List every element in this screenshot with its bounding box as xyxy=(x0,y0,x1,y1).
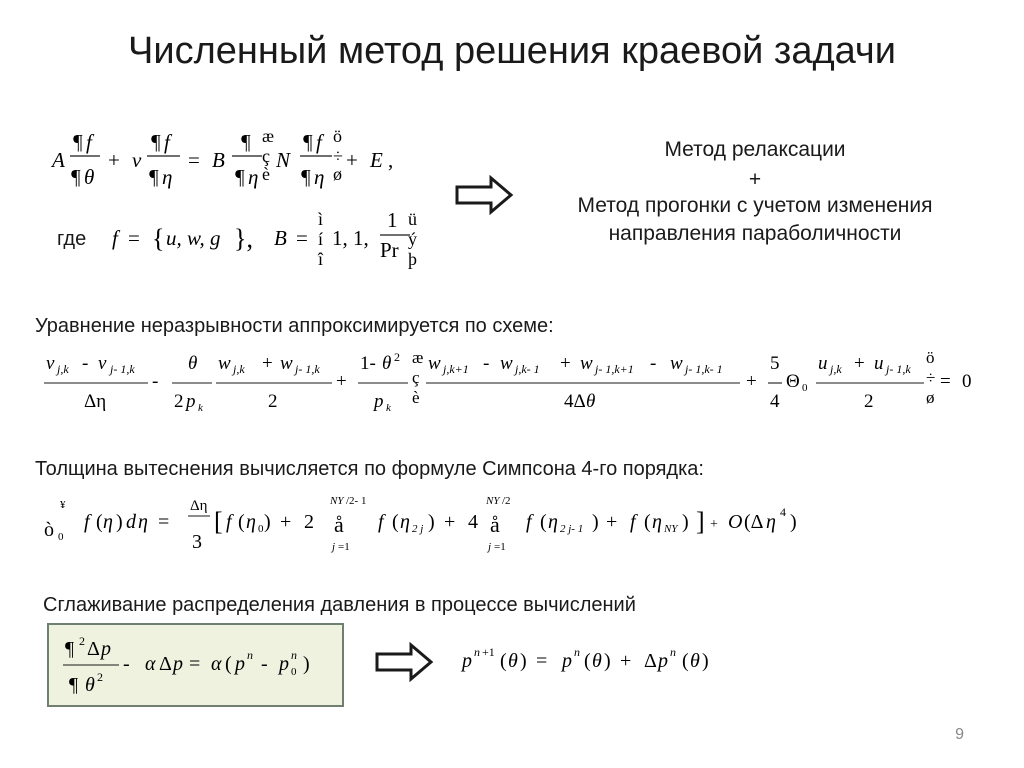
main-pde-formula xyxy=(50,120,420,200)
implies-arrow-icon xyxy=(455,175,515,215)
svg-text:k: k xyxy=(386,402,391,414)
svg-text:p: p xyxy=(374,391,384,412)
svg-text:η: η xyxy=(766,511,776,533)
svg-text:): ) xyxy=(116,511,123,533)
svg-text:/2- 1: /2- 1 xyxy=(346,495,367,507)
svg-text:¶: ¶ xyxy=(150,130,161,154)
svg-text:0: 0 xyxy=(258,523,264,535)
svg-text:¶: ¶ xyxy=(300,165,311,189)
smoothing-caption: Сглаживание распределения давления в процессе вычислений xyxy=(43,594,636,616)
svg-text:ò: ò xyxy=(44,519,54,541)
svg-text:j- 1,k+1: j- 1,k+1 xyxy=(595,362,634,376)
methods-block xyxy=(525,138,985,246)
svg-text:+: + xyxy=(262,353,273,374)
svg-text:p: p xyxy=(462,650,472,672)
svg-text:): ) xyxy=(520,650,527,672)
svg-text:+: + xyxy=(854,353,865,374)
svg-text:(: ( xyxy=(584,650,591,672)
svg-text:w: w xyxy=(670,353,683,374)
svg-text:2: 2 xyxy=(268,391,278,412)
svg-text:j,k- 1: j,k- 1 xyxy=(515,362,540,376)
svg-text:2: 2 xyxy=(174,391,184,412)
svg-text:u: u xyxy=(818,353,828,374)
svg-text:4: 4 xyxy=(780,505,786,519)
svg-text:]: ] xyxy=(696,507,705,536)
svg-text:è: è xyxy=(412,388,420,407)
svg-text:¶: ¶ xyxy=(240,130,251,154)
svg-text:¥: ¥ xyxy=(60,499,66,511)
svg-text:j- 1,k: j- 1,k xyxy=(295,362,320,376)
svg-text:(: ( xyxy=(96,511,103,533)
svg-text:1: 1 xyxy=(387,208,398,232)
svg-text:Δ: Δ xyxy=(159,653,172,675)
svg-text:η: η xyxy=(246,511,256,533)
svg-text:è: è xyxy=(262,164,270,184)
svg-text:η: η xyxy=(248,165,259,189)
svg-text:v: v xyxy=(46,353,55,374)
svg-text:j,k: j,k xyxy=(830,362,842,376)
svg-text:w: w xyxy=(428,353,441,374)
svg-text:Δ: Δ xyxy=(87,638,100,660)
svg-text:=: = xyxy=(128,226,140,250)
svg-text:+: + xyxy=(280,511,292,533)
svg-text:2 j: 2 j xyxy=(412,523,424,535)
svg-text:w: w xyxy=(280,353,293,374)
svg-text:θ: θ xyxy=(382,353,392,374)
svg-text:=1: =1 xyxy=(494,541,506,553)
svg-text:): ) xyxy=(682,511,689,533)
svg-text:η: η xyxy=(548,511,558,533)
svg-text:+: + xyxy=(710,517,718,532)
svg-text:θ: θ xyxy=(84,165,95,189)
svg-text:p: p xyxy=(279,653,289,675)
svg-text:k: k xyxy=(198,402,203,414)
svg-text:0: 0 xyxy=(58,531,64,543)
svg-text:2: 2 xyxy=(97,670,103,684)
svg-text:n: n xyxy=(574,645,580,659)
svg-text:j- 1,k- 1: j- 1,k- 1 xyxy=(685,362,723,376)
svg-text:n: n xyxy=(247,648,253,662)
svg-text:2: 2 xyxy=(79,634,85,648)
svg-text:÷: ÷ xyxy=(926,368,936,387)
svg-text:+: + xyxy=(444,511,456,533)
svg-text:î: î xyxy=(318,249,324,269)
simpson-caption: Толщина вытеснения вычисляется по формуле Симпсона 4-го порядка: xyxy=(35,458,704,480)
svg-text:f: f xyxy=(164,130,170,154)
svg-text:=: = xyxy=(158,511,170,533)
svg-text:j,k: j,k xyxy=(233,362,245,376)
svg-text:j: j xyxy=(488,541,492,553)
svg-text:},: }, xyxy=(234,224,253,253)
svg-text:+1: +1 xyxy=(482,645,495,659)
svg-text:A: A xyxy=(52,148,65,172)
svg-text:f: f xyxy=(112,226,118,250)
svg-text:p: p xyxy=(235,653,245,675)
svg-text:{: { xyxy=(152,224,165,253)
method-relaxation: Метод релаксации xyxy=(664,138,846,161)
svg-text:1-: 1- xyxy=(360,353,376,374)
svg-text:η: η xyxy=(314,165,325,189)
page-number: 9 xyxy=(955,726,964,743)
svg-text:5: 5 xyxy=(770,353,780,374)
svg-text:): ) xyxy=(264,511,271,533)
svg-text:+: + xyxy=(606,511,618,533)
svg-text:-: - xyxy=(261,653,268,675)
svg-text:p: p xyxy=(101,638,111,660)
svg-text:-: - xyxy=(650,353,657,374)
simpson-formula xyxy=(40,490,830,560)
svg-text:å: å xyxy=(490,512,500,537)
svg-text:N: N xyxy=(276,148,291,172)
where-label: где xyxy=(57,228,87,250)
svg-text:p: p xyxy=(186,391,196,412)
svg-text:ö: ö xyxy=(333,126,342,146)
svg-text:/2: /2 xyxy=(502,495,511,507)
svg-text:j: j xyxy=(332,541,336,553)
svg-text:=1: =1 xyxy=(338,541,350,553)
svg-text:÷: ÷ xyxy=(333,146,343,166)
svg-text:NY: NY xyxy=(664,523,678,535)
svg-text:Pr: Pr xyxy=(380,238,399,262)
svg-text:-: - xyxy=(152,371,159,392)
svg-text:p: p xyxy=(562,650,572,672)
svg-text:α: α xyxy=(145,653,156,675)
svg-text:(: ( xyxy=(392,511,399,533)
svg-text:η: η xyxy=(162,165,173,189)
svg-text:f: f xyxy=(86,130,92,154)
svg-text:θ: θ xyxy=(85,674,95,696)
svg-text:η: η xyxy=(138,511,148,533)
svg-text:w: w xyxy=(500,353,513,374)
svg-text:2: 2 xyxy=(864,391,874,412)
svg-text:f: f xyxy=(226,511,232,533)
svg-text:): ) xyxy=(790,511,797,533)
svg-text:(: ( xyxy=(644,511,651,533)
svg-text:2: 2 xyxy=(304,511,314,533)
svg-text:ö: ö xyxy=(926,348,935,367)
svg-text:ü: ü xyxy=(408,209,417,229)
svg-text:-: - xyxy=(82,353,89,374)
method-plus: + xyxy=(748,168,762,191)
svg-text:0: 0 xyxy=(802,382,808,394)
svg-text:(: ( xyxy=(682,650,689,672)
svg-text:0: 0 xyxy=(291,666,297,678)
svg-text:(Δ: (Δ xyxy=(744,511,764,533)
svg-text:(: ( xyxy=(225,653,232,675)
svg-text:¶: ¶ xyxy=(72,130,83,154)
method-sweep-line2: направления параболичности xyxy=(608,222,902,245)
svg-text:θ: θ xyxy=(690,650,700,672)
svg-text:=: = xyxy=(536,650,548,672)
svg-text:B: B xyxy=(212,148,225,172)
svg-text:Δη: Δη xyxy=(84,391,107,412)
svg-text:Δη: Δη xyxy=(190,498,208,514)
svg-text:=: = xyxy=(296,226,308,250)
svg-text:f: f xyxy=(378,511,384,533)
where-formula xyxy=(110,205,440,280)
svg-text:(: ( xyxy=(238,511,245,533)
svg-text:+: + xyxy=(560,353,571,374)
svg-text:η: η xyxy=(103,511,113,533)
svg-text:E: E xyxy=(370,148,383,172)
svg-text:B: B xyxy=(274,226,287,250)
svg-text:w: w xyxy=(218,353,231,374)
svg-text:ý: ý xyxy=(408,229,417,249)
svg-text:[: [ xyxy=(214,507,223,536)
svg-text:u, w, g: u, w, g xyxy=(166,226,221,250)
svg-text:ì: ì xyxy=(318,209,324,229)
svg-text:): ) xyxy=(592,511,599,533)
svg-text:θ: θ xyxy=(188,353,198,374)
svg-text:v: v xyxy=(132,148,142,172)
svg-text:ç: ç xyxy=(412,368,420,387)
svg-text:æ: æ xyxy=(412,348,424,367)
svg-text:j- 1,k: j- 1,k xyxy=(110,362,135,376)
svg-text:-: - xyxy=(123,653,130,675)
svg-text:θ: θ xyxy=(592,650,602,672)
svg-text:p: p xyxy=(658,650,668,672)
svg-text:f: f xyxy=(526,511,532,533)
svg-text:θ: θ xyxy=(508,650,518,672)
svg-text:Δ: Δ xyxy=(644,650,657,672)
pressure-update-formula xyxy=(460,640,740,680)
svg-text:1, 1,: 1, 1, xyxy=(332,226,369,250)
svg-text:å: å xyxy=(334,512,344,537)
smoothing-equation-box xyxy=(47,623,344,707)
svg-text:=: = xyxy=(189,653,201,675)
continuity-formula xyxy=(40,345,1000,415)
svg-text:(: ( xyxy=(540,511,547,533)
svg-text:O: O xyxy=(728,511,743,533)
svg-text:0: 0 xyxy=(962,371,972,392)
svg-text:¶: ¶ xyxy=(302,130,313,154)
svg-text:4: 4 xyxy=(770,391,780,412)
svg-text:η: η xyxy=(652,511,662,533)
svg-text:+: + xyxy=(346,148,358,172)
svg-text:æ: æ xyxy=(262,126,275,146)
slide-title: Численный метод решения краевой задачи xyxy=(128,30,896,72)
svg-text:+: + xyxy=(746,371,757,392)
svg-text:): ) xyxy=(604,650,611,672)
svg-text:v: v xyxy=(98,353,107,374)
svg-text:-: - xyxy=(483,353,490,374)
svg-text:u: u xyxy=(874,353,884,374)
svg-text:3: 3 xyxy=(192,531,202,553)
svg-text:¶: ¶ xyxy=(234,165,245,189)
svg-text:í: í xyxy=(318,229,324,249)
continuity-caption: Уравнение неразрывности аппроксимируется по схеме: xyxy=(35,315,554,337)
svg-text:¶: ¶ xyxy=(69,674,79,696)
svg-text:+: + xyxy=(336,371,347,392)
smoothing-boxed-formula xyxy=(49,625,342,705)
svg-text:w: w xyxy=(580,353,593,374)
svg-text:NY: NY xyxy=(330,495,344,507)
svg-text:4Δ: 4Δ xyxy=(564,391,586,412)
svg-text:+: + xyxy=(108,148,120,172)
svg-text:¶: ¶ xyxy=(70,165,81,189)
svg-text:f: f xyxy=(316,130,322,154)
svg-text:ø: ø xyxy=(333,164,342,184)
implies-arrow-icon xyxy=(375,642,435,682)
svg-text:(: ( xyxy=(500,650,507,672)
svg-text:n: n xyxy=(291,648,297,662)
svg-text:η: η xyxy=(400,511,410,533)
svg-text:): ) xyxy=(428,511,435,533)
svg-text:ç: ç xyxy=(262,146,270,166)
svg-text:n: n xyxy=(670,645,676,659)
svg-text:d: d xyxy=(126,511,136,533)
svg-text:f: f xyxy=(630,511,636,533)
svg-text:θ: θ xyxy=(586,391,596,412)
svg-text:Θ: Θ xyxy=(786,371,800,392)
svg-text:=: = xyxy=(940,371,951,392)
svg-text:): ) xyxy=(303,653,310,675)
svg-text:+: + xyxy=(620,650,632,672)
svg-text:NY: NY xyxy=(486,495,500,507)
svg-text:j- 1,k: j- 1,k xyxy=(886,362,911,376)
svg-text:,: , xyxy=(388,148,394,172)
svg-text:þ: þ xyxy=(408,249,417,269)
svg-text:): ) xyxy=(702,650,709,672)
svg-text:¶: ¶ xyxy=(65,638,75,660)
svg-text:j,k+1: j,k+1 xyxy=(443,362,469,376)
svg-text:f: f xyxy=(84,511,90,533)
svg-text:p: p xyxy=(173,653,183,675)
svg-text:ø: ø xyxy=(926,388,935,407)
svg-text:α: α xyxy=(211,653,222,675)
svg-text:n: n xyxy=(474,645,480,659)
svg-text:2 j- 1: 2 j- 1 xyxy=(560,523,584,535)
svg-text:2: 2 xyxy=(394,350,400,364)
svg-text:=: = xyxy=(188,148,200,172)
method-sweep-line1: Метод прогонки с учетом изменения xyxy=(577,194,933,217)
svg-text:¶: ¶ xyxy=(148,165,159,189)
svg-text:j,k: j,k xyxy=(57,362,69,376)
svg-text:4: 4 xyxy=(468,511,478,533)
